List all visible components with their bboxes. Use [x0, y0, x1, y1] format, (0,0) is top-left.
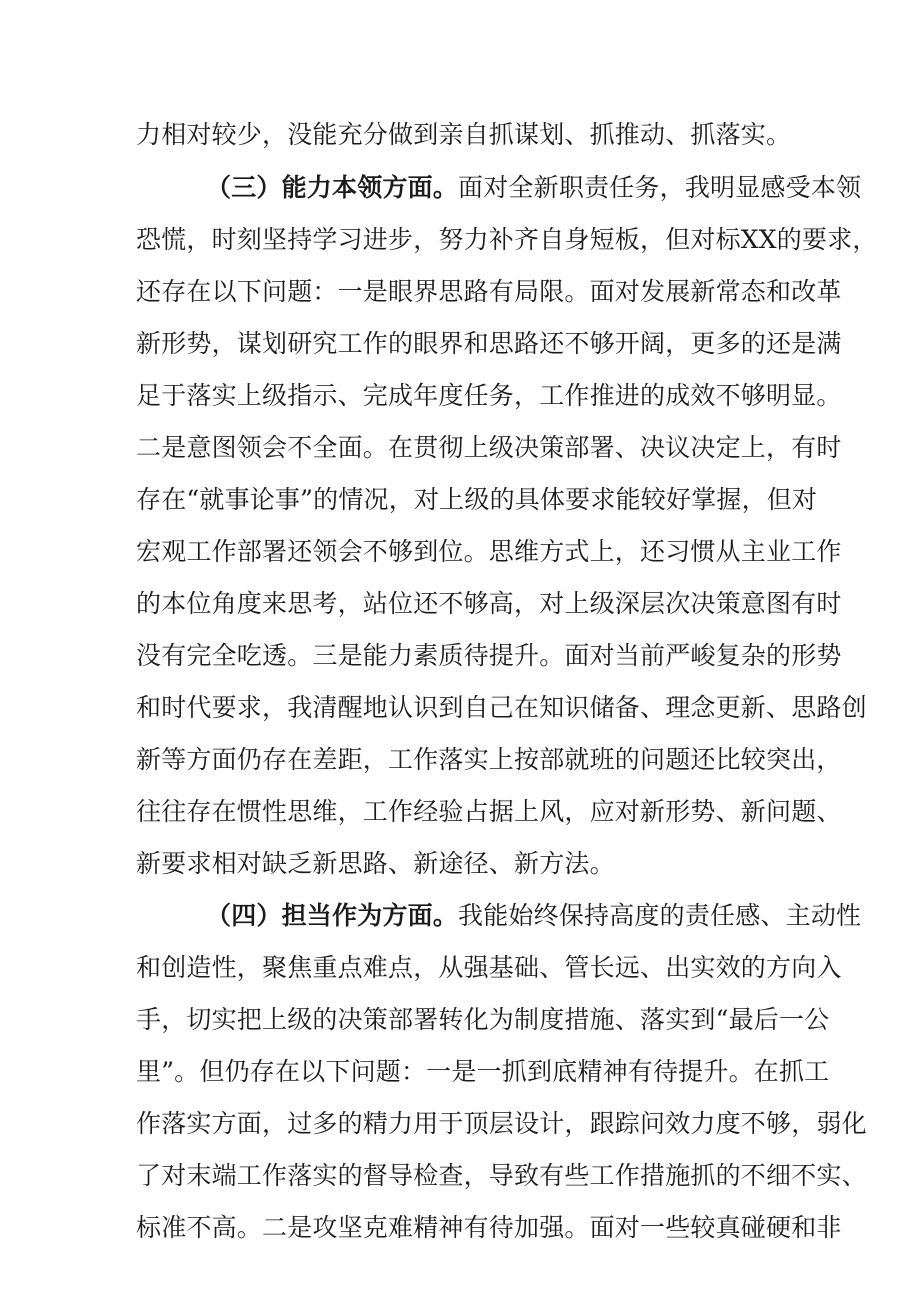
text-line: 和创造性，聚焦重点难点，从强基础、管长远、出实效的方向入 [136, 953, 842, 982]
text-line: 手，切实把上级的决策部署转化为制度措施、落实到“最后一公 [136, 1005, 830, 1034]
text-line: 没有完全吃透。三是能力素质待提升。面对当前严峻复杂的形势 [136, 641, 842, 670]
text-line: 作落实方面，过多的精力用于顶层设计，跟踪问效力度不够，弱化 [136, 1109, 867, 1138]
text-line: 标准不高。二是攻坚克难精神有待加强。面对一些较真碰硬和非 [136, 1213, 842, 1242]
text-line: 二是意图领会不全面。在贯彻上级决策部署、决议决定上，有时 [136, 433, 842, 462]
text-line: 力相对较少，没能充分做到亲自抓谋划、抓推动、抓落实。 [136, 120, 792, 149]
text-line: 宏观工作部署还领会不够到位。思维方式上，还习惯从主业工作 [136, 537, 842, 566]
text-line: 存在“就事论事”的情况，对上级的具体要求能较好掌握，但对 [136, 485, 818, 514]
text-line: 恐慌，时刻坚持学习进步，努力补齐自身短板，但对标XX的要求， [136, 225, 878, 254]
text-line: 足于落实上级指示、完成年度任务，工作推进的成效不够明显。 [136, 381, 842, 410]
section-heading-line [206, 896, 862, 936]
section-heading: （三）能力本领方面。 [206, 173, 459, 202]
text-line: 和时代要求，我清醒地认识到自己在知识储备、理念更新、思路创 [136, 693, 867, 722]
text-line: 新等方面仍存在差距，工作落实上按部就班的问题还比较突出， [136, 745, 842, 774]
section-text: 我能始终保持高度的责任感、主动性 [458, 901, 862, 930]
text-line: 新要求相对缺乏新思路、新途径、新方法。 [136, 849, 615, 878]
text-line: 往往存在惯性思维，工作经验占据上风，应对新形势、新问题、 [136, 797, 842, 826]
text-line: 还存在以下问题：一是眼界思路有局限。面对发展新常态和改革 [136, 277, 842, 306]
text-line: 新形势，谋划研究工作的眼界和思路还不够开阔，更多的还是满 [136, 329, 842, 358]
section-heading-line [206, 168, 862, 208]
text-line: 里”。但仍存在以下问题：一是一抓到底精神有待提升。在抓工 [136, 1057, 830, 1086]
text-line: 了对末端工作落实的督导检查，导致有些工作措施抓的不细不实、 [136, 1161, 867, 1190]
text-line: 的本位角度来思考，站位还不够高，对上级深层次决策意图有时 [136, 589, 842, 618]
section-heading: （四）担当作为方面。 [206, 901, 459, 930]
section-text: 面对全新职责任务，我明显感受本领 [458, 173, 862, 202]
